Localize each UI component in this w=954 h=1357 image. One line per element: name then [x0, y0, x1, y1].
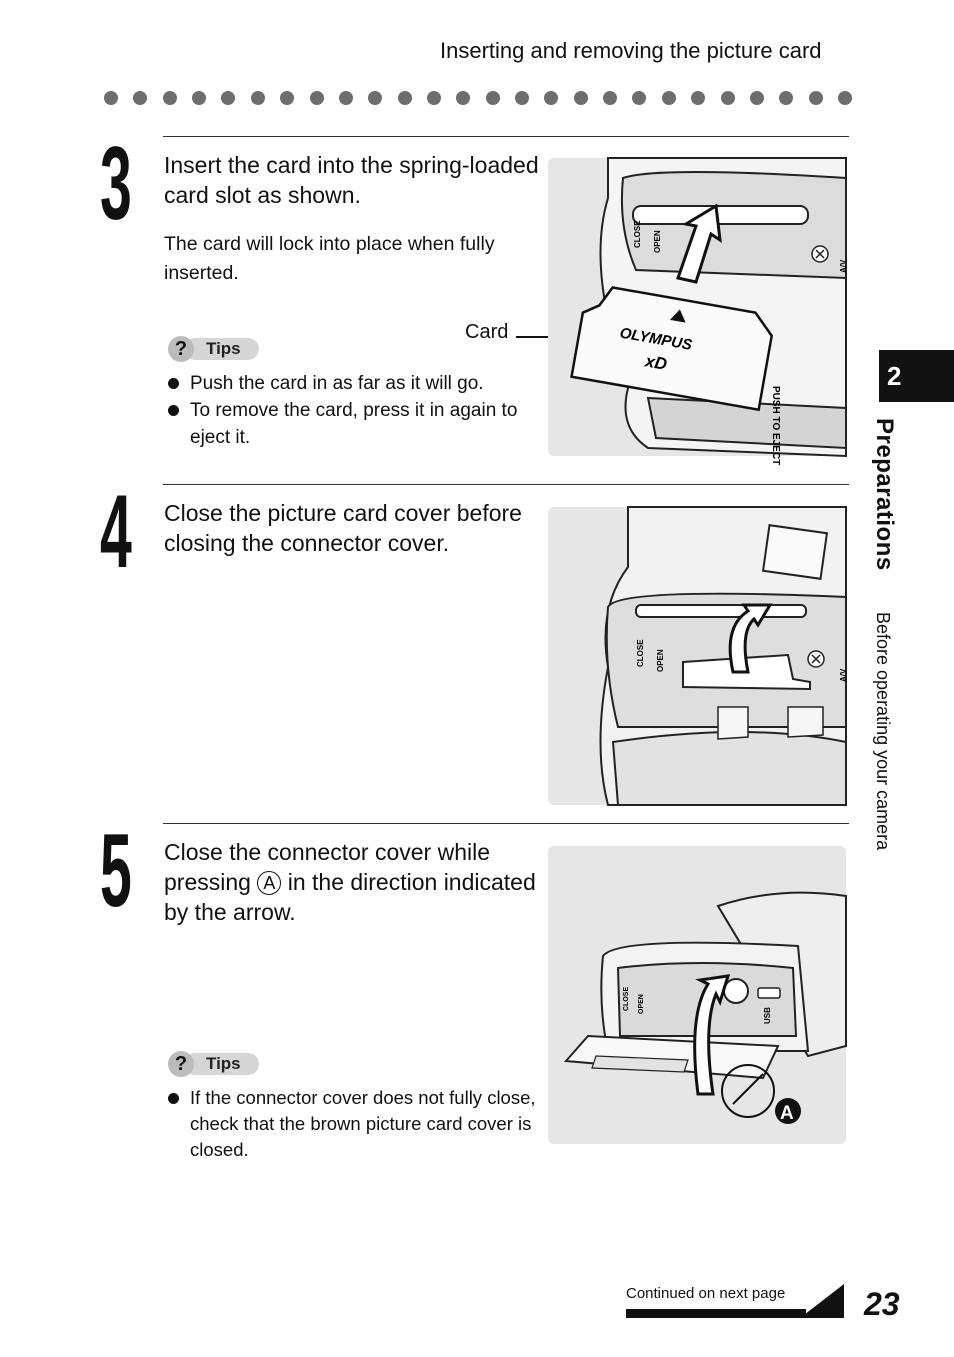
divider-dot	[632, 91, 646, 105]
divider-dot	[574, 91, 588, 105]
divider-dot	[603, 91, 617, 105]
list-item: If the connector cover does not fully close, check that the brown picture card cover is closed.	[168, 1085, 538, 1163]
divider-dot	[809, 91, 823, 105]
illustration-close-card-cover	[548, 507, 846, 805]
chapter-title: Preparations	[871, 418, 898, 571]
olympus-logo: OLYMPUS	[618, 324, 694, 354]
tips-label: Tips	[184, 1053, 259, 1075]
continued-note: Continued on next page	[626, 1285, 786, 1302]
list-item: To remove the card, press it in again to eject it.	[168, 397, 538, 451]
page-number: 23	[864, 1286, 900, 1322]
divider-dot	[221, 91, 235, 105]
step-body: The card will lock into place when fully inserted.	[164, 233, 495, 284]
divider-dot	[515, 91, 529, 105]
divider-dot	[251, 91, 265, 105]
list-item: Push the card in as far as it will go.	[168, 370, 538, 397]
step-title-text: Close the connector cover while pressing	[164, 839, 490, 895]
divider-dot	[750, 91, 764, 105]
divider-dot	[691, 91, 705, 105]
page-header-title: Inserting and removing the picture card	[440, 38, 822, 63]
tips-header	[168, 1051, 259, 1077]
open-label: OPEN	[638, 994, 645, 1014]
section-title: Before operating your camera	[873, 612, 893, 851]
tips-list	[168, 370, 538, 451]
continued-arrow-icon	[800, 1284, 844, 1318]
question-icon: ?	[168, 1051, 194, 1077]
illustration-insert-card	[548, 158, 848, 466]
divider-dot	[779, 91, 793, 105]
dot-divider	[104, 90, 852, 106]
close-label: CLOSE	[636, 639, 645, 667]
step-title: Insert the card into the spring-loaded card slot as shown.	[164, 152, 539, 208]
step-number: 5	[100, 813, 132, 929]
illustration-close-connector-cover	[548, 846, 846, 1144]
divider-dot	[721, 91, 735, 105]
tips-list	[168, 1085, 538, 1163]
step-divider	[163, 823, 849, 824]
step-divider	[163, 136, 849, 137]
divider-dot	[280, 91, 294, 105]
usb-label: USB	[763, 1007, 772, 1024]
tips-header	[168, 336, 259, 362]
camera-connector-illustration	[548, 846, 846, 1144]
divider-dot	[192, 91, 206, 105]
step-number: 4	[100, 474, 132, 590]
divider-dot	[838, 91, 852, 105]
divider-dot	[163, 91, 177, 105]
step-divider	[163, 484, 849, 485]
divider-dot	[398, 91, 412, 105]
divider-dot	[368, 91, 382, 105]
step-title: Close the picture card cover before closing the connector cover.	[164, 500, 522, 556]
divider-dot	[544, 91, 558, 105]
divider-dot	[427, 91, 441, 105]
tips-label: Tips	[184, 338, 259, 360]
divider-dot	[310, 91, 324, 105]
marker-a-label: A	[780, 1103, 794, 1124]
divider-dot	[104, 91, 118, 105]
step-number: 3	[100, 126, 132, 242]
open-label: OPEN	[656, 649, 665, 672]
step-title	[164, 837, 544, 927]
marker-a-icon: A	[257, 871, 281, 895]
question-icon: ?	[168, 336, 194, 362]
push-eject-label: PUSH TO EJECT	[770, 386, 781, 466]
camera-slot-illustration	[548, 158, 848, 466]
close-label: CLOSE	[623, 986, 630, 1011]
continued-bar	[626, 1309, 806, 1318]
close-label: CLOSE	[633, 220, 642, 248]
divider-dot	[339, 91, 353, 105]
xd-logo: xD	[643, 351, 669, 374]
step-title-text: in the direction indicated by the arrow.	[164, 869, 536, 925]
av-label: A/V	[839, 259, 848, 273]
divider-dot	[486, 91, 500, 105]
chapter-number-tab: 2	[879, 350, 954, 402]
av-label: A/V	[839, 668, 848, 682]
card-callout-label: Card	[465, 321, 509, 343]
camera-cover-illustration	[548, 507, 846, 805]
divider-dot	[662, 91, 676, 105]
open-label: OPEN	[653, 230, 662, 253]
divider-dot	[456, 91, 470, 105]
divider-dot	[133, 91, 147, 105]
